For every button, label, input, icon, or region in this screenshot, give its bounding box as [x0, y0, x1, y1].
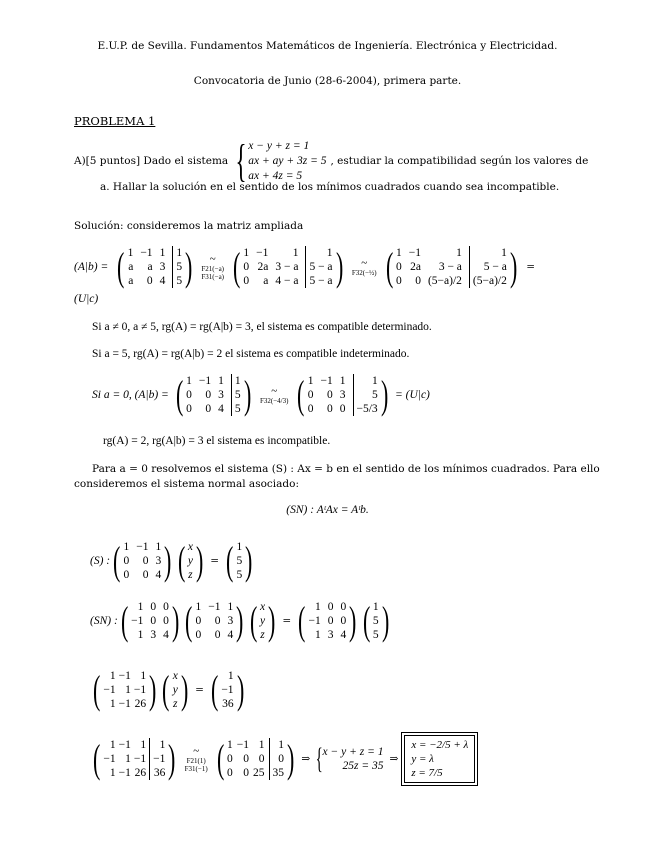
- vector-b: ( 1 5 5 ): [362, 598, 390, 643]
- matrix-cell: 5 − a: [305, 260, 332, 274]
- matrix-cell: −1: [308, 615, 321, 627]
- matrix-cell: z: [188, 569, 193, 581]
- case-3-tail: = (U|c): [395, 389, 430, 401]
- final-brace: {: [315, 742, 323, 775]
- matrix-cell: 3: [159, 261, 166, 273]
- matrix-cell: −5/3: [353, 402, 378, 416]
- matrix-cell: 0: [142, 555, 149, 567]
- matrix-a0: ( 1 −1 1 1 0 0 3 5 0 0 4 5 ): [175, 372, 251, 417]
- matrix-cell: 5: [231, 388, 241, 402]
- matrix-cell: 1: [109, 670, 116, 682]
- problem-statement: [74, 135, 589, 186]
- final-system: x − y + z = 1 25z = 35: [322, 746, 384, 772]
- matrix-cell: −1: [118, 670, 131, 682]
- problem-system: x − y + z = 1 ax + ay + 3z = 5 ax + 4z = 5: [248, 139, 327, 182]
- matrix-cell: 1: [125, 684, 131, 696]
- matrix-cell: 5: [353, 388, 378, 402]
- matrix-cell: 0: [146, 275, 153, 287]
- matrix-S-A: ( 1 −1 1 0 0 3 0 0 4 ): [113, 538, 172, 583]
- matrix-cell: 0: [339, 403, 346, 415]
- matrix-cell: 0: [258, 753, 265, 765]
- matrix-cell: 1: [353, 374, 378, 388]
- matrix-cell: 1: [123, 541, 130, 553]
- matrix-a0-reduced: ( 1 −1 1 1 0 0 3 5 0 0 0 −5/3 ): [297, 372, 389, 417]
- uc-label: (U|c): [74, 293, 99, 305]
- system-brace: {: [235, 135, 247, 186]
- matrix-cell: 5: [372, 629, 379, 641]
- matrix-cell: 1: [109, 739, 116, 751]
- matrix-cell: 1: [292, 247, 299, 259]
- matrix-cell: 1: [159, 247, 166, 259]
- case-2: Si a = 5, rg(A) = rg(A|b) = 2 el sistema es compatible indeterminado.: [92, 348, 410, 360]
- matrix-cell: 3: [227, 615, 234, 627]
- matrix-cell: z: [173, 698, 178, 710]
- matrix-aug-reduced: ( 1 −1 1 1 0 0 0 0 0 0 25 35 ): [216, 736, 295, 781]
- matrix-cell: 0: [395, 261, 402, 273]
- problem-label: A)[5 puntos] Dado el sistema: [74, 155, 229, 167]
- matrix-cell: −1: [236, 739, 249, 751]
- op-2: ~ F32(−½): [351, 257, 377, 277]
- matrix-cell: 1: [456, 247, 462, 259]
- system-SN: (SN) : ( 1 0 0 −1 0 0 1 3 4 ) ( 1 −1 1 0 0 3 0 0 4 ) ( x y z ) = ( 1 0 0 −1 0 0 1 3 4 ) ( 1 5 5 ): [90, 598, 392, 644]
- vector-S-b: ( 1 5 5 ): [226, 538, 253, 583]
- matrix-cell: 5: [236, 569, 243, 581]
- matrix-cell: x: [172, 670, 178, 682]
- matrix-cell: 0: [395, 275, 402, 287]
- matrix-cell: 5: [236, 555, 243, 567]
- header-line-1: E.U.P. de Sevilla. Fundamentos Matemáticos de Ingeniería. Electrónica y Electricidad.: [97, 40, 558, 52]
- normal-system: (SN) : AᵗAx = Aᵗb.: [286, 504, 369, 516]
- matrix-cell: 3: [218, 389, 224, 401]
- final-reduction: [90, 735, 475, 783]
- matrix-cell: 5 − a: [305, 274, 332, 288]
- matrix-cell: −1: [103, 753, 116, 765]
- matrix-cell: −1: [118, 698, 131, 710]
- op-1: ~ F21(−a) F31(−a): [201, 253, 225, 281]
- matrix-cell: 0: [186, 403, 192, 415]
- ab-label: (A|b) =: [74, 261, 109, 273]
- problem-line-2: a. Hallar la solución en el sentido de los mínimos cuadrados cuando sea incompatible.: [100, 181, 560, 193]
- implies-2: ⇒: [389, 753, 399, 765]
- matrix-cell: 3 − a: [438, 261, 462, 273]
- matrix-cell: −1: [149, 752, 165, 766]
- matrix-cell: 1: [305, 246, 332, 260]
- matrix-cell: 1: [172, 246, 182, 260]
- matrix-cell: 0: [243, 261, 250, 273]
- normal-equations: ( 1 −1 1 −1 1 −1 1 −1 26 ) ( x y z ) = ( 1 −1 36 ): [90, 667, 247, 713]
- matrix-cell: 35: [269, 766, 285, 780]
- matrix-cell: 36: [149, 766, 165, 780]
- matrix-cell: y: [187, 555, 193, 567]
- matrix-cell: 1: [227, 739, 233, 751]
- matrix-cell: 0: [269, 752, 285, 766]
- matrix-cell: 2a: [410, 261, 421, 273]
- matrix-cell: 1: [109, 767, 116, 779]
- matrix-cell: −1: [408, 247, 421, 259]
- matrix-cell: −1: [221, 684, 234, 696]
- matrix-ab: ( 1 −1 1 1 a a 3 5 a 0 4 5 ): [117, 244, 193, 289]
- matrix-cell: 0: [327, 389, 333, 401]
- matrix-cell: x: [187, 541, 193, 553]
- matrix-cell: 1: [227, 601, 234, 613]
- matrix-cell: 3: [327, 629, 334, 641]
- matrix-cell: 0: [327, 601, 334, 613]
- matrix-cell: 0: [205, 389, 212, 401]
- problem-tail: , estudiar la compatibilidad según los valores de: [330, 155, 589, 167]
- implies-1: ⇒: [301, 753, 311, 765]
- matrix-cell: a: [263, 275, 269, 287]
- matrix-cell: 4: [340, 629, 347, 641]
- matrix-cell: 0: [307, 389, 314, 401]
- matrix-cell: 1: [137, 629, 144, 641]
- vector-Atb: ( 1 −1 36 ): [210, 667, 244, 712]
- reduction-row-1: [74, 244, 535, 290]
- answer-x: x = −2/5 + λ: [411, 739, 469, 751]
- matrix-cell: 1: [258, 739, 265, 751]
- matrix-cell: 1: [339, 375, 346, 387]
- matrix-cell: 0: [205, 403, 212, 415]
- matrix-cell: 1: [395, 247, 402, 259]
- matrix-cell: 3: [155, 555, 162, 567]
- matrix-cell: (5−a)/2: [469, 274, 507, 288]
- answer-box: [404, 735, 475, 783]
- matrix-cell: 4 − a: [275, 275, 299, 287]
- matrix-cell: 5: [172, 274, 182, 288]
- header-line-2: Convocatoria de Junio (28-6-2004), primera parte.: [193, 75, 462, 87]
- matrix-aug-normal: ( 1 −1 1 1 −1 1 −1 −1 1 −1 26 36 ): [92, 736, 176, 781]
- matrix-cell: 0: [307, 403, 314, 415]
- matrix-cell: 0: [340, 615, 347, 627]
- case-3-lead: Si a = 0, (A|b) =: [92, 389, 169, 401]
- matrix-cell: 0: [243, 275, 250, 287]
- matrix-cell: 0: [243, 753, 249, 765]
- matrix-cell: 1: [469, 246, 507, 260]
- matrix-cell: 1: [149, 738, 165, 752]
- matrix-cell: −1: [140, 247, 153, 259]
- matrix-cell: 0: [227, 753, 233, 765]
- matrix-step-3: ( 1 −1 1 1 0 2a 3 − a 5 − a 0 0 (5−a)/2 (5−a)/2 ): [385, 244, 518, 289]
- answer-y: y = λ: [411, 753, 434, 765]
- matrix-cell: −1: [136, 541, 149, 553]
- matrix-cell: −1: [131, 615, 144, 627]
- matrix-cell: 5: [172, 260, 182, 274]
- matrix-cell: 0: [327, 615, 334, 627]
- matrix-cell: 1: [127, 247, 134, 259]
- matrix-cell: 1: [227, 670, 234, 682]
- matrix-cell: 1: [372, 601, 379, 613]
- matrix-cell: −1: [133, 684, 147, 696]
- equals: =: [526, 261, 535, 273]
- vector-xyz-3: ( x y z ): [162, 667, 189, 712]
- matrix-cell: 1: [218, 375, 224, 387]
- matrix-cell: 0: [214, 629, 221, 641]
- answer-z: z = 7/5: [411, 767, 443, 779]
- matrix-cell: 0: [214, 615, 221, 627]
- matrix-cell: 1: [236, 541, 243, 553]
- matrix-cell: y: [172, 684, 178, 696]
- matrix-cell: 0: [163, 615, 169, 627]
- matrix-step-2: ( 1 −1 1 1 0 2a 3 − a 5 − a 0 a 4 − a 5 − a ): [233, 244, 343, 289]
- matrix-cell: 1: [307, 375, 314, 387]
- matrix-cell: 25: [253, 767, 265, 779]
- matrix-cell: 5: [231, 402, 241, 416]
- matrix-cell: 3: [150, 629, 157, 641]
- matrix-cell: a: [147, 261, 153, 273]
- matrix-cell: 1: [140, 739, 147, 751]
- matrix-cell: 36: [222, 698, 234, 710]
- matrix-cell: 1: [109, 698, 116, 710]
- matrix-cell: 0: [123, 569, 130, 581]
- matrix-cell: 0: [150, 615, 157, 627]
- matrix-A: ( 1 −1 1 0 0 3 0 0 4 ): [185, 598, 244, 643]
- matrix-cell: 1: [269, 738, 285, 752]
- matrix-cell: x: [259, 601, 266, 613]
- matrix-cell: 0: [340, 601, 347, 613]
- matrix-cell: −1: [103, 684, 116, 696]
- case-3-row: [92, 372, 430, 418]
- matrix-cell: 0: [415, 275, 421, 287]
- matrix-cell: 4: [159, 275, 166, 287]
- matrix-cell: 0: [195, 615, 202, 627]
- matrix-cell: 26: [134, 698, 147, 710]
- matrix-cell: 0: [195, 629, 202, 641]
- matrix-cell: −1: [198, 375, 212, 387]
- matrix-cell: −1: [320, 375, 333, 387]
- matrix-cell: 3 − a: [275, 261, 299, 273]
- matrix-cell: 0: [227, 767, 233, 779]
- matrix-cell: −1: [256, 247, 269, 259]
- op-3: ~ F32(−4/3): [259, 385, 289, 405]
- matrix-cell: 1: [186, 375, 192, 387]
- case-1: Si a ≠ 0, a ≠ 5, rg(A) = rg(A|b) = 3, el sistema es compatible determinado.: [92, 321, 432, 333]
- matrix-cell: 1: [195, 601, 202, 613]
- matrix-cell: 0: [142, 569, 149, 581]
- matrix-cell: −1: [208, 601, 221, 613]
- matrix-cell: a: [128, 275, 134, 287]
- matrix-cell: 0: [327, 403, 333, 415]
- matrix-cell: a: [128, 261, 134, 273]
- matrix-cell: 0: [243, 767, 249, 779]
- matrix-cell: 0: [186, 389, 192, 401]
- matrix-At-1: ( 1 0 0 −1 0 0 1 3 4 ): [120, 598, 180, 643]
- problem-title: PROBLEMA 1: [74, 114, 156, 128]
- matrix-cell: z: [260, 629, 265, 641]
- matrix-At-2: ( 1 0 0 −1 0 0 1 3 4 ): [298, 598, 357, 643]
- case-3-rank: rg(A) = 2, rg(A|b) = 3 el sistema es incompatible.: [103, 435, 331, 447]
- vector-xyz-1: ( x y z ): [177, 538, 204, 583]
- matrix-cell: 1: [137, 601, 144, 613]
- matrix-cell: 0: [163, 601, 169, 613]
- matrix-cell: 5: [372, 615, 379, 627]
- matrix-cell: (5−a)/2: [427, 275, 462, 287]
- matrix-cell: 1: [125, 753, 131, 765]
- matrix-cell: −1: [133, 753, 147, 765]
- matrix-cell: 1: [315, 629, 321, 641]
- matrix-cell: 0: [150, 601, 157, 613]
- matrix-cell: 5 − a: [469, 260, 507, 274]
- matrix-cell: 4: [155, 569, 162, 581]
- system-S: (S) : ( 1 −1 1 0 0 3 0 0 4 ) ( x y z ) = ( 1 5 5 ): [90, 538, 256, 584]
- para-2: consideremos el sistema normal asociado:: [74, 478, 299, 490]
- para-1: Para a = 0 resolvemos el sistema (S) : Ax = b en el sentido de los mínimos cuadrados. Para ello: [92, 463, 600, 475]
- matrix-cell: 1: [140, 670, 147, 682]
- matrix-cell: 2a: [257, 261, 269, 273]
- vector-xyz-2: ( x y z ): [249, 598, 276, 643]
- op-4: ~ F21(1) F31(−1): [184, 745, 208, 773]
- matrix-cell: 1: [231, 374, 241, 388]
- matrix-cell: 4: [218, 403, 224, 415]
- matrix-cell: −1: [118, 767, 131, 779]
- matrix-cell: 26: [134, 767, 147, 779]
- matrix-cell: 1: [155, 541, 162, 553]
- matrix-cell: 3: [339, 389, 346, 401]
- matrix-AtA: ( 1 −1 1 −1 1 −1 1 −1 26 ): [92, 667, 157, 712]
- solution-intro: Solución: consideremos la matriz ampliada: [74, 220, 304, 232]
- matrix-cell: −1: [118, 739, 131, 751]
- matrix-cell: 1: [315, 601, 321, 613]
- matrix-cell: 1: [243, 247, 250, 259]
- matrix-cell: 0: [123, 555, 130, 567]
- matrix-cell: y: [259, 615, 266, 627]
- matrix-cell: 4: [227, 629, 234, 641]
- matrix-cell: 4: [163, 629, 169, 641]
